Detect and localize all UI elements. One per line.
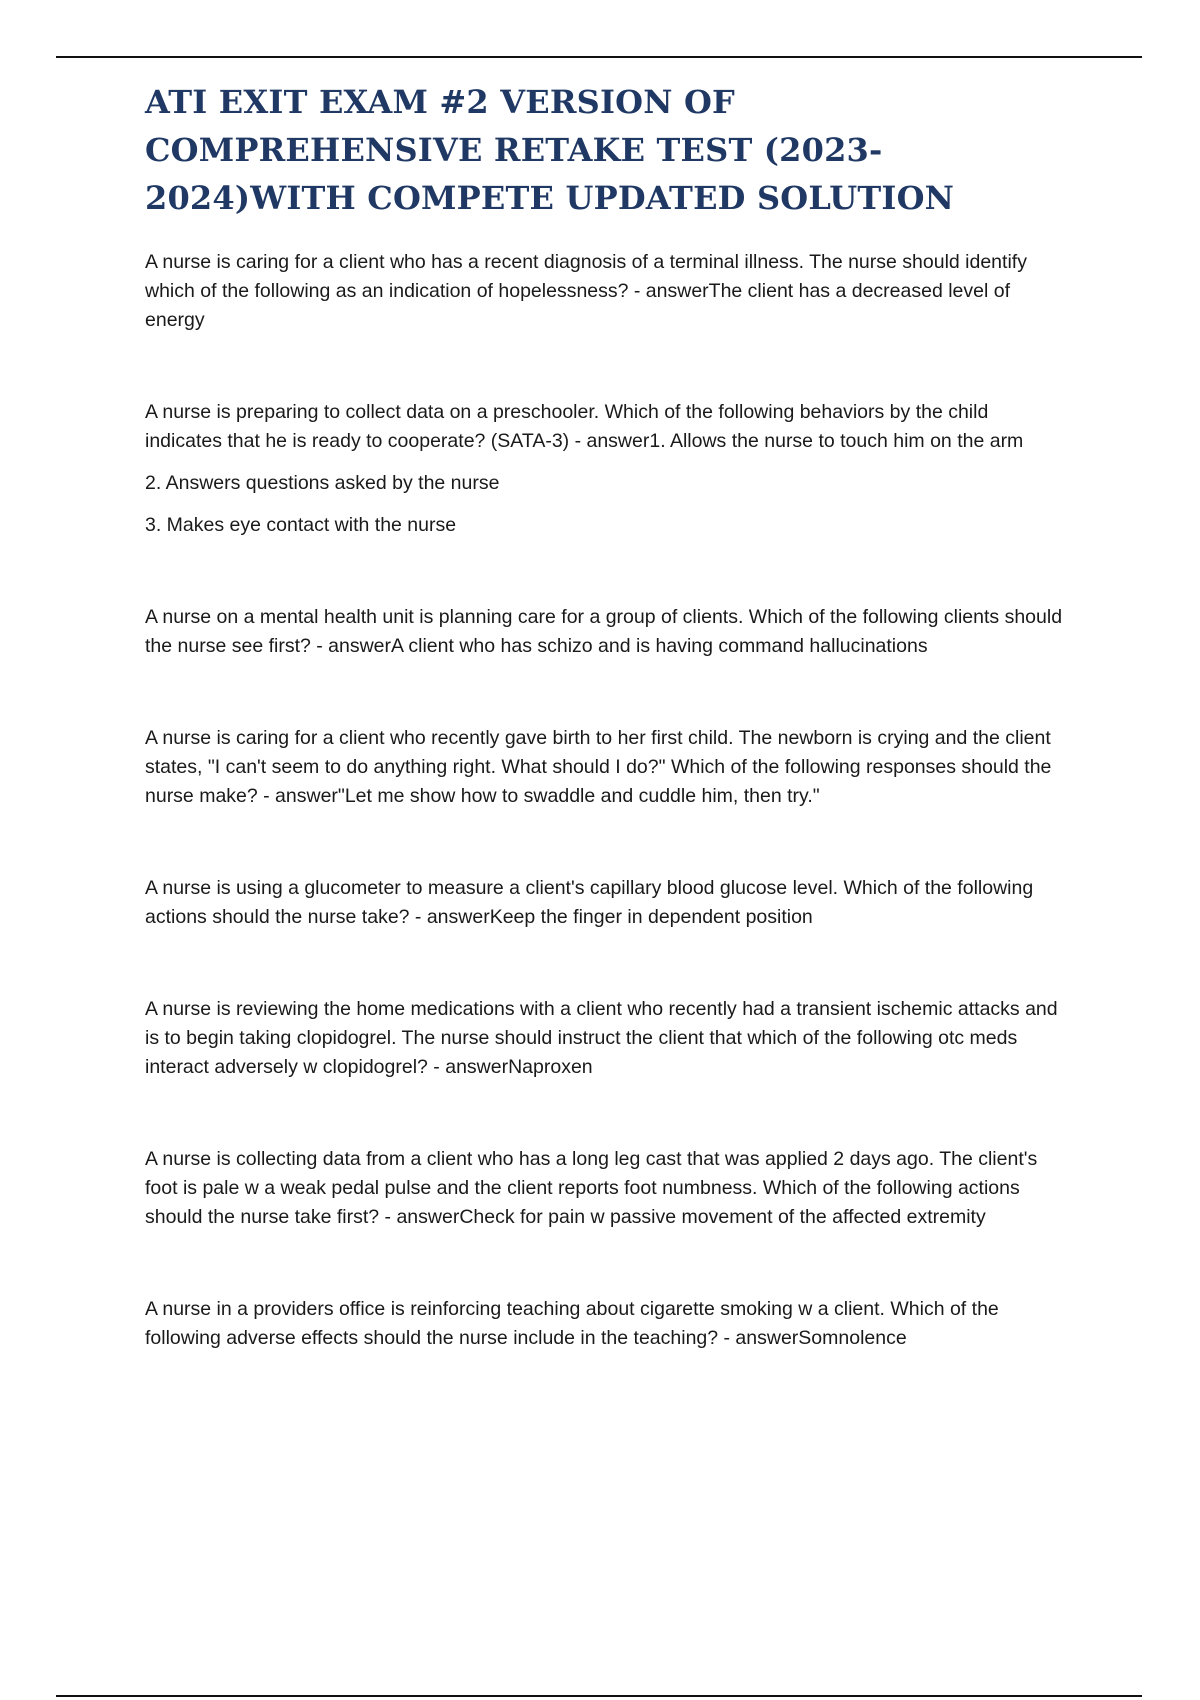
top-rule [56, 56, 1142, 58]
qa-text: A nurse is caring for a client who has a recent diagnosis of a terminal illness. The nurse should identify which of the following as an indication of hopelessness? - answerThe client has a decreased level of energy [145, 251, 1027, 331]
qa-item-7 [145, 1145, 1065, 1232]
bottom-rule [56, 1695, 1142, 1697]
qa-text: A nurse in a providers office is reinforcing teaching about cigarette smoking w a client. Which of the following adverse effects should the nurse include in the teaching? - answerSomnolence [145, 1298, 999, 1349]
qa-item-5 [145, 874, 1065, 932]
qa-item-8 [145, 1295, 1065, 1353]
qa-item-4 [145, 724, 1065, 811]
document-body [145, 78, 1065, 1416]
qa-text: A nurse is reviewing the home medications with a client who recently had a transient ischemic attacks and is to begin taking clopidogrel. The nurse should instruct the client that which of the following otc meds interact adversely w clopidogrel? - answerNaproxen [145, 998, 1058, 1078]
qa-item-6 [145, 995, 1065, 1082]
qa-text: A nurse is collecting data from a client who has a long leg cast that was applied 2 days ago. The client's foot is pale w a weak pedal pulse and the client reports foot numbness. Which of the following actions should the nurse take first? - answerCheck for pain w passive movement of the affected extremity [145, 1148, 1038, 1228]
answer-option: 3. Makes eye contact with the nurse [145, 514, 457, 536]
qa-text: A nurse on a mental health unit is planning care for a group of clients. Which of the following clients should the nurse see first? - answerA client who has schizo and is having command hallucinations [145, 606, 1063, 657]
qa-item-3 [145, 603, 1065, 661]
qa-text: A nurse is using a glucometer to measure a client's capillary blood glucose level. Which of the following actions should the nurse take? - answerKeep the finger in dependent position [145, 877, 1034, 928]
document-title: ATI EXIT EXAM #2 VERSION OF COMPREHENSIVE RETAKE TEST (2023-2024)WITH COMPETE UPDATED SOLUTION [145, 83, 955, 217]
qa-text: A nurse is preparing to collect data on a preschooler. Which of the following behaviors by the child indicates that he is ready to cooperate? (SATA-3) - answer1. Allows the nurse to touch him on the arm [145, 401, 1024, 452]
qa-item-2 [145, 398, 1065, 540]
qa-item-1 [145, 248, 1065, 335]
answer-option: 2. Answers questions asked by the nurse [145, 472, 500, 494]
qa-text: A nurse is caring for a client who recently gave birth to her first child. The newborn is crying and the client states, "I can't seem to do anything right. What should I do?" Which of the following responses should the nurse make? - answer"Let me show how to swaddle and cuddle him, then try." [145, 727, 1052, 807]
